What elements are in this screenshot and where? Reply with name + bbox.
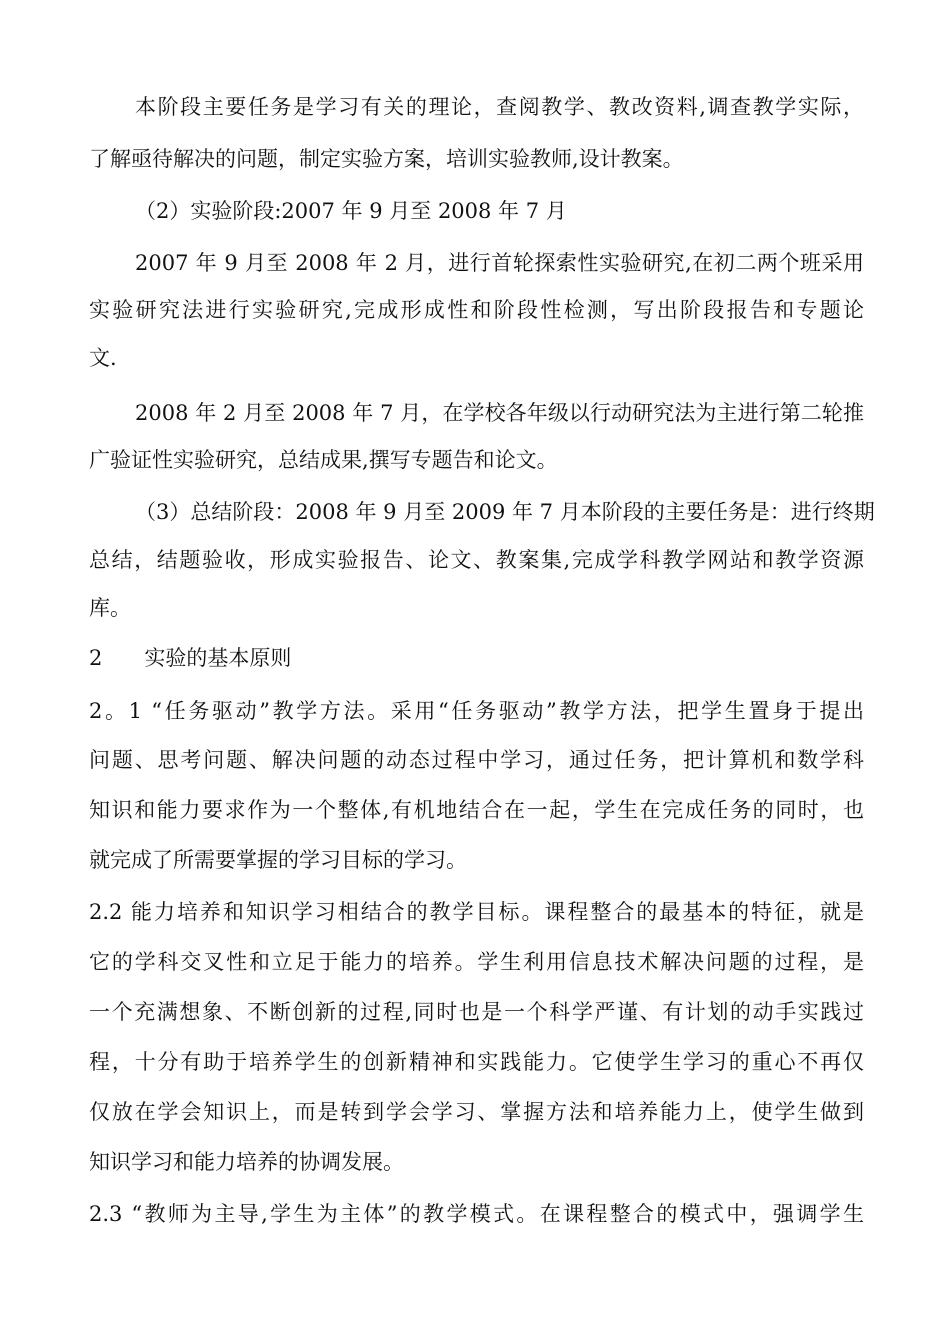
paragraph-2-2-line-4: 程，十分有助于培养学生的创新精神和实践能力。它使学生学习的重心不再仅 — [89, 1050, 864, 1074]
paragraph-2-1-line-3: 知识和能力要求作为一个整体,有机地结合在一起，学生在完成任务的同时，也 — [89, 798, 864, 822]
paragraph-round1-line-3: 文. — [89, 346, 117, 370]
paragraph-stage1-line-1: 本阶段主要任务是学习有关的理论，查阅教学、教改资料,调查教学实际， — [135, 95, 864, 119]
paragraph-2-2-line-3: 一个充满想象、不断创新的过程,同时也是一个科学严谨、有计划的动手实践过 — [89, 1000, 864, 1024]
paragraph-2-2-line-2: 它的学科交叉性和立足于能力的培养。学生利用信息技术解决问题的过程，是 — [89, 950, 864, 974]
paragraph-round1-line-2: 实验研究法进行实验研究,完成形成性和阶段性检测，写出阶段报告和专题论 — [89, 298, 864, 322]
paragraph-stage1-line-2: 了解亟待解决的问题，制定实验方案，培训实验教师,设计教案。 — [89, 147, 684, 171]
paragraph-round2-line-1: 2008 年 2 月至 2008 年 7 月，在学校各年级以行动研究法为主进行第二轮推 — [135, 401, 864, 425]
paragraph-2-1-line-4: 就完成了所需要掌握的学习目标的学习。 — [89, 848, 467, 872]
paragraph-2-1-line-1: 2。1 “任务驱动”教学方法。采用“任务驱动”教学方法，把学生置身于提出 — [89, 699, 864, 723]
paragraph-2-3-line-1: 2.3 “教师为主导,学生为主体”的教学模式。在课程整合的模式中，强调学生 — [89, 1202, 864, 1226]
paragraph-2-2-line-5: 仅放在学会知识上，而是转到学会学习、掌握方法和培养能力上，使学生做到 — [89, 1100, 864, 1124]
paragraph-round1-line-1: 2007 年 9 月至 2008 年 2 月，进行首轮探索性实验研究,在初二两个班采用 — [135, 251, 864, 275]
paragraph-2-1-line-2: 问题、思考问题、解决问题的动态过程中学习，通过任务，把计算机和数学科 — [89, 748, 864, 772]
paragraph-summary-line-1: （3）总结阶段：2008 年 9 月至 2009 年 7 月本阶段的主要任务是：进行终期 — [135, 500, 875, 524]
paragraph-2-2-line-1: 2.2 能力培养和知识学习相结合的教学目标。课程整合的最基本的特征，就是 — [89, 900, 864, 924]
paragraph-round2-line-2: 广验证性实验研究，总结成果,撰写专题告和论文。 — [89, 448, 558, 472]
paragraph-summary-line-3: 库。 — [89, 596, 131, 620]
paragraph-summary-line-2: 总结，结题验收，形成实验报告、论文、教案集,完成学科教学网站和教学资源 — [89, 548, 864, 572]
heading-experiment-stage: （2）实验阶段:2007 年 9 月至 2008 年 7 月 — [135, 199, 567, 223]
section-heading-principles: 2 实验的基本原则 — [89, 646, 292, 670]
paragraph-2-2-line-6: 知识学习和能力培养的协调发展。 — [89, 1150, 404, 1174]
